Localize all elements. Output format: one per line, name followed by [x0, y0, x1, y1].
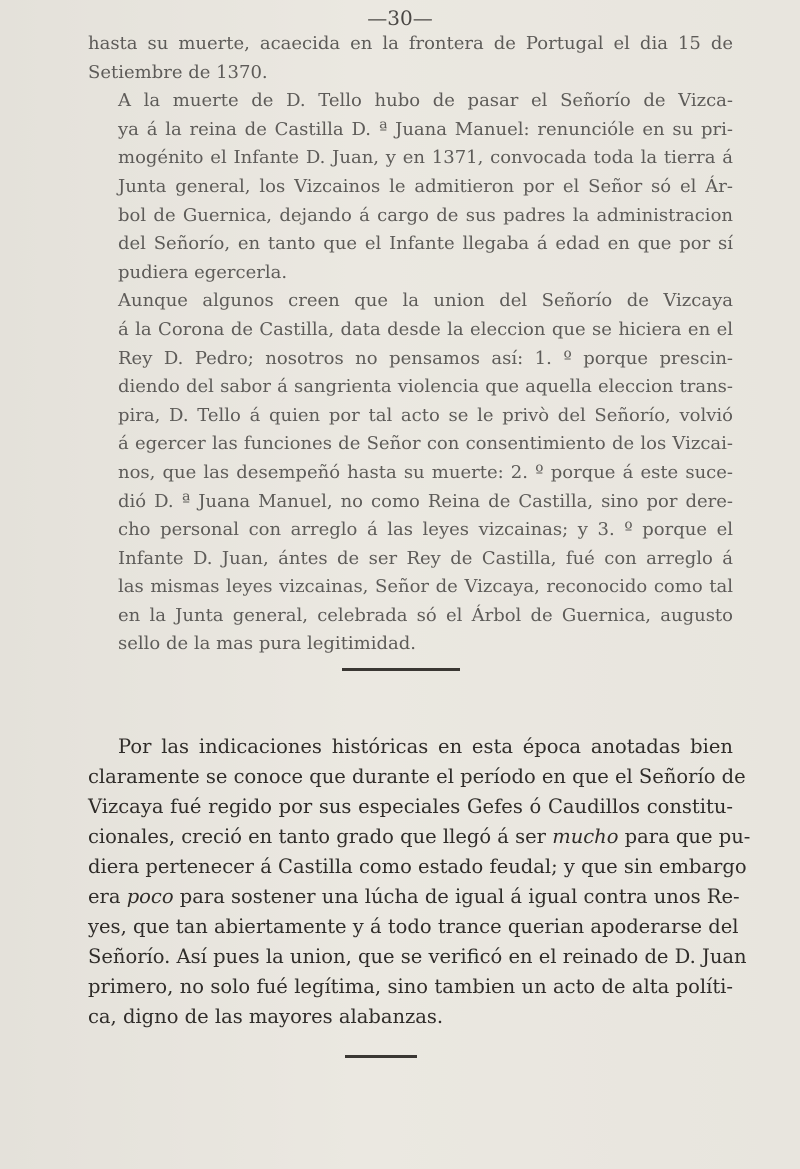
emphasized-word: mucho — [552, 825, 619, 848]
text-line: Aunque algunos creen que la union del Señorío de Vizcaya — [118, 290, 733, 312]
text-line: era poco para sostener una lúcha de igual á igual contra unos Re- — [88, 885, 740, 908]
end-divider — [345, 1055, 417, 1058]
paragraph-3 — [88, 287, 733, 659]
text-line: A la muerte de D. Tello hubo de pasar el Señorío de Vizca- — [118, 90, 733, 112]
text-line: nos, que las desempeñó hasta su muerte: 2. º porque á este suce- — [118, 461, 733, 483]
text-line: Señorío. Así pues la union, que se verificó en el reinado de D. Juan — [88, 945, 747, 968]
text-line: primero, no solo fué legítima, sino tambien un acto de alta políti- — [88, 975, 733, 998]
text-line: ca, digno de las mayores alabanzas. — [88, 1005, 444, 1028]
page-number: —30— — [367, 6, 433, 30]
text-line: Setiembre de 1370. — [88, 61, 268, 83]
paragraph-4 — [88, 732, 751, 1032]
text-line: bol de Guernica, dejando á cargo de sus padres la administracion — [118, 204, 733, 226]
text-line: cionales, creció en tanto grado que llegó á ser mucho para que pu- — [88, 825, 751, 848]
paragraph-2 — [88, 87, 733, 287]
text-line: claramente se conoce que durante el período en que el Señorío de — [88, 765, 746, 788]
text-line: Rey D. Pedro; nosotros no pensamos así: 1. º porque prescin- — [118, 347, 733, 369]
text-line: á egercer las funciones de Señor con consentimiento de los Vizcai- — [118, 433, 733, 455]
text-line: hasta su muerte, acaecida en la frontera de Portugal el dia 15 de — [88, 33, 733, 54]
text-line: ya á la reina de Castilla D. ª Juana Manuel: renuncióle en su pri- — [118, 118, 733, 140]
text-line: á la Corona de Castilla, data desde la eleccion que se hiciera en el — [118, 318, 733, 340]
text-line: diera pertenecer á Castilla como estado feudal; y que sin embargo — [88, 855, 747, 878]
text-line: diendo del sabor á sangrienta violencia que aquella eleccion trans- — [118, 376, 733, 398]
text-line: del Señorío, en tanto que el Infante llegaba á edad en que por sí — [118, 233, 733, 255]
text-line: yes, que tan abiertamente y á todo trance querian apoderarse del — [88, 915, 739, 938]
text-line: cho personal con arreglo á las leyes vizcainas; y 3. º porque el — [118, 519, 733, 541]
text-line: mogénito el Infante D. Juan, y en 1371, convocada toda la tierra á — [118, 147, 733, 169]
text-line: sello de la mas pura legitimidad. — [118, 633, 417, 655]
text-line: Infante D. Juan, ántes de ser Rey de Castilla, fué con arreglo á — [118, 547, 733, 569]
section-divider — [342, 668, 460, 671]
paragraph-1 — [88, 30, 733, 87]
emphasized-word: poco — [126, 885, 174, 908]
upper-text-block — [88, 30, 733, 659]
text-line: dió D. ª Juana Manuel, no como Reina de Castilla, sino por dere- — [118, 490, 733, 512]
text-line: Junta general, los Vizcainos le admitieron por el Señor só el Ár- — [118, 175, 733, 197]
text-line: Vizcaya fué regido por sus especiales Gefes ó Caudillos constitu- — [88, 795, 733, 818]
text-line: pira, D. Tello á quien por tal acto se le privò del Señorío, volvió — [118, 404, 733, 426]
text-line: las mismas leyes vizcainas, Señor de Vizcaya, reconocido como tal — [118, 576, 733, 598]
text-line: en la Junta general, celebrada só el Árbol de Guernica, augusto — [118, 604, 733, 626]
text-line: Por las indicaciones históricas en esta época anotadas bien — [118, 735, 733, 758]
text-line: pudiera egercerla. — [118, 261, 288, 283]
lower-text-block — [88, 732, 751, 1032]
